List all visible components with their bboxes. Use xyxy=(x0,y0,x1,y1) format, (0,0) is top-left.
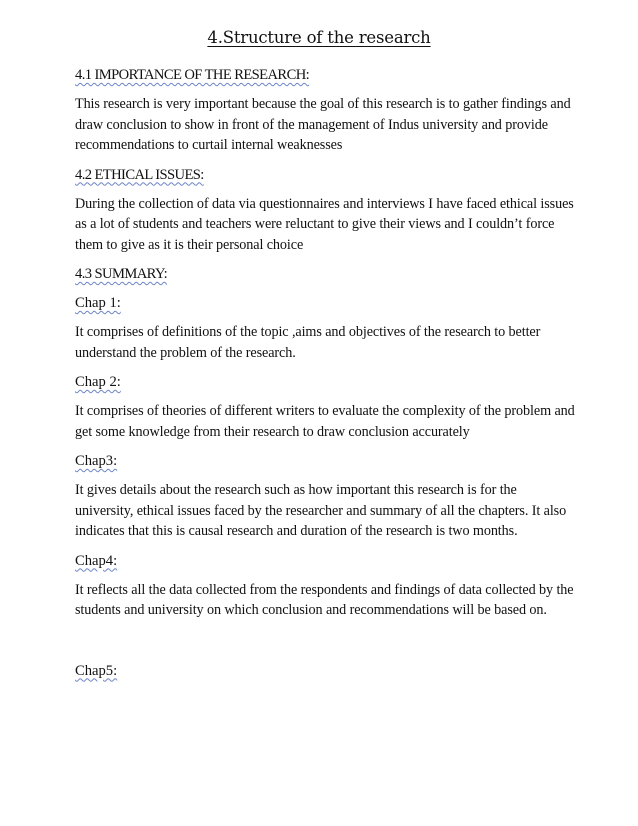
chapter-body-3: It gives details about the research such as how important this research is for the university, ethical issues faced by the researcher and summary of all the chapters. It also indicates that this is causal research and duration of the research is two months. xyxy=(75,482,567,539)
section-heading-importance: 4.1 IMPORTANCE OF THE RESEARCH: xyxy=(75,67,310,83)
chapter-label-4: Chap4: xyxy=(75,552,118,569)
chapter-3 xyxy=(75,451,575,542)
chapter-body-1: It comprises of definitions of the topic ,aims and objectives of the research to better understand the problem of the research. xyxy=(75,324,541,361)
section-summary xyxy=(75,264,575,293)
chapter-1 xyxy=(75,293,575,363)
chapter-label-1: Chap 1: xyxy=(75,295,121,311)
chapter-5 xyxy=(75,661,575,690)
chapter-label-5: Chap5: xyxy=(75,662,118,679)
chapter-body-2: It comprises of theories of different writers to evaluate the complexity of the problem and get some knowledge from their research to draw conclusion accurately xyxy=(75,403,575,440)
section-importance xyxy=(75,65,575,156)
page-title-text: 4.Structure of the research xyxy=(207,28,431,47)
section-heading-summary: 4.3 SUMMARY: xyxy=(75,266,168,282)
section-ethical-issues xyxy=(75,165,575,256)
section-body-importance: This research is very important because the goal of this research is to gather findings and draw conclusion to show in front of the management of Indus university and provide recommendations to curtail internal weaknesses xyxy=(75,96,571,153)
blank-line xyxy=(75,630,575,661)
document-body xyxy=(75,65,575,690)
section-body-ethical-issues: During the collection of data via questionnaires and interviews I have faced ethical issues as a lot of students and teachers were reluctant to give their views and I couldn’t force them to give as it is their personal choice xyxy=(75,195,574,253)
chapter-label-3: Chap3: xyxy=(75,453,118,469)
chapter-4 xyxy=(75,551,575,621)
chapter-2 xyxy=(75,372,575,442)
page-title xyxy=(0,28,638,47)
chapter-label-2: Chap 2: xyxy=(75,374,121,390)
chapter-body-4: It reflects all the data collected from the respondents and findings of data collected by the students and university on which conclusion and recommendations will be based on. xyxy=(75,581,574,618)
section-heading-ethical-issues: 4.2 ETHICAL ISSUES: xyxy=(75,166,204,183)
